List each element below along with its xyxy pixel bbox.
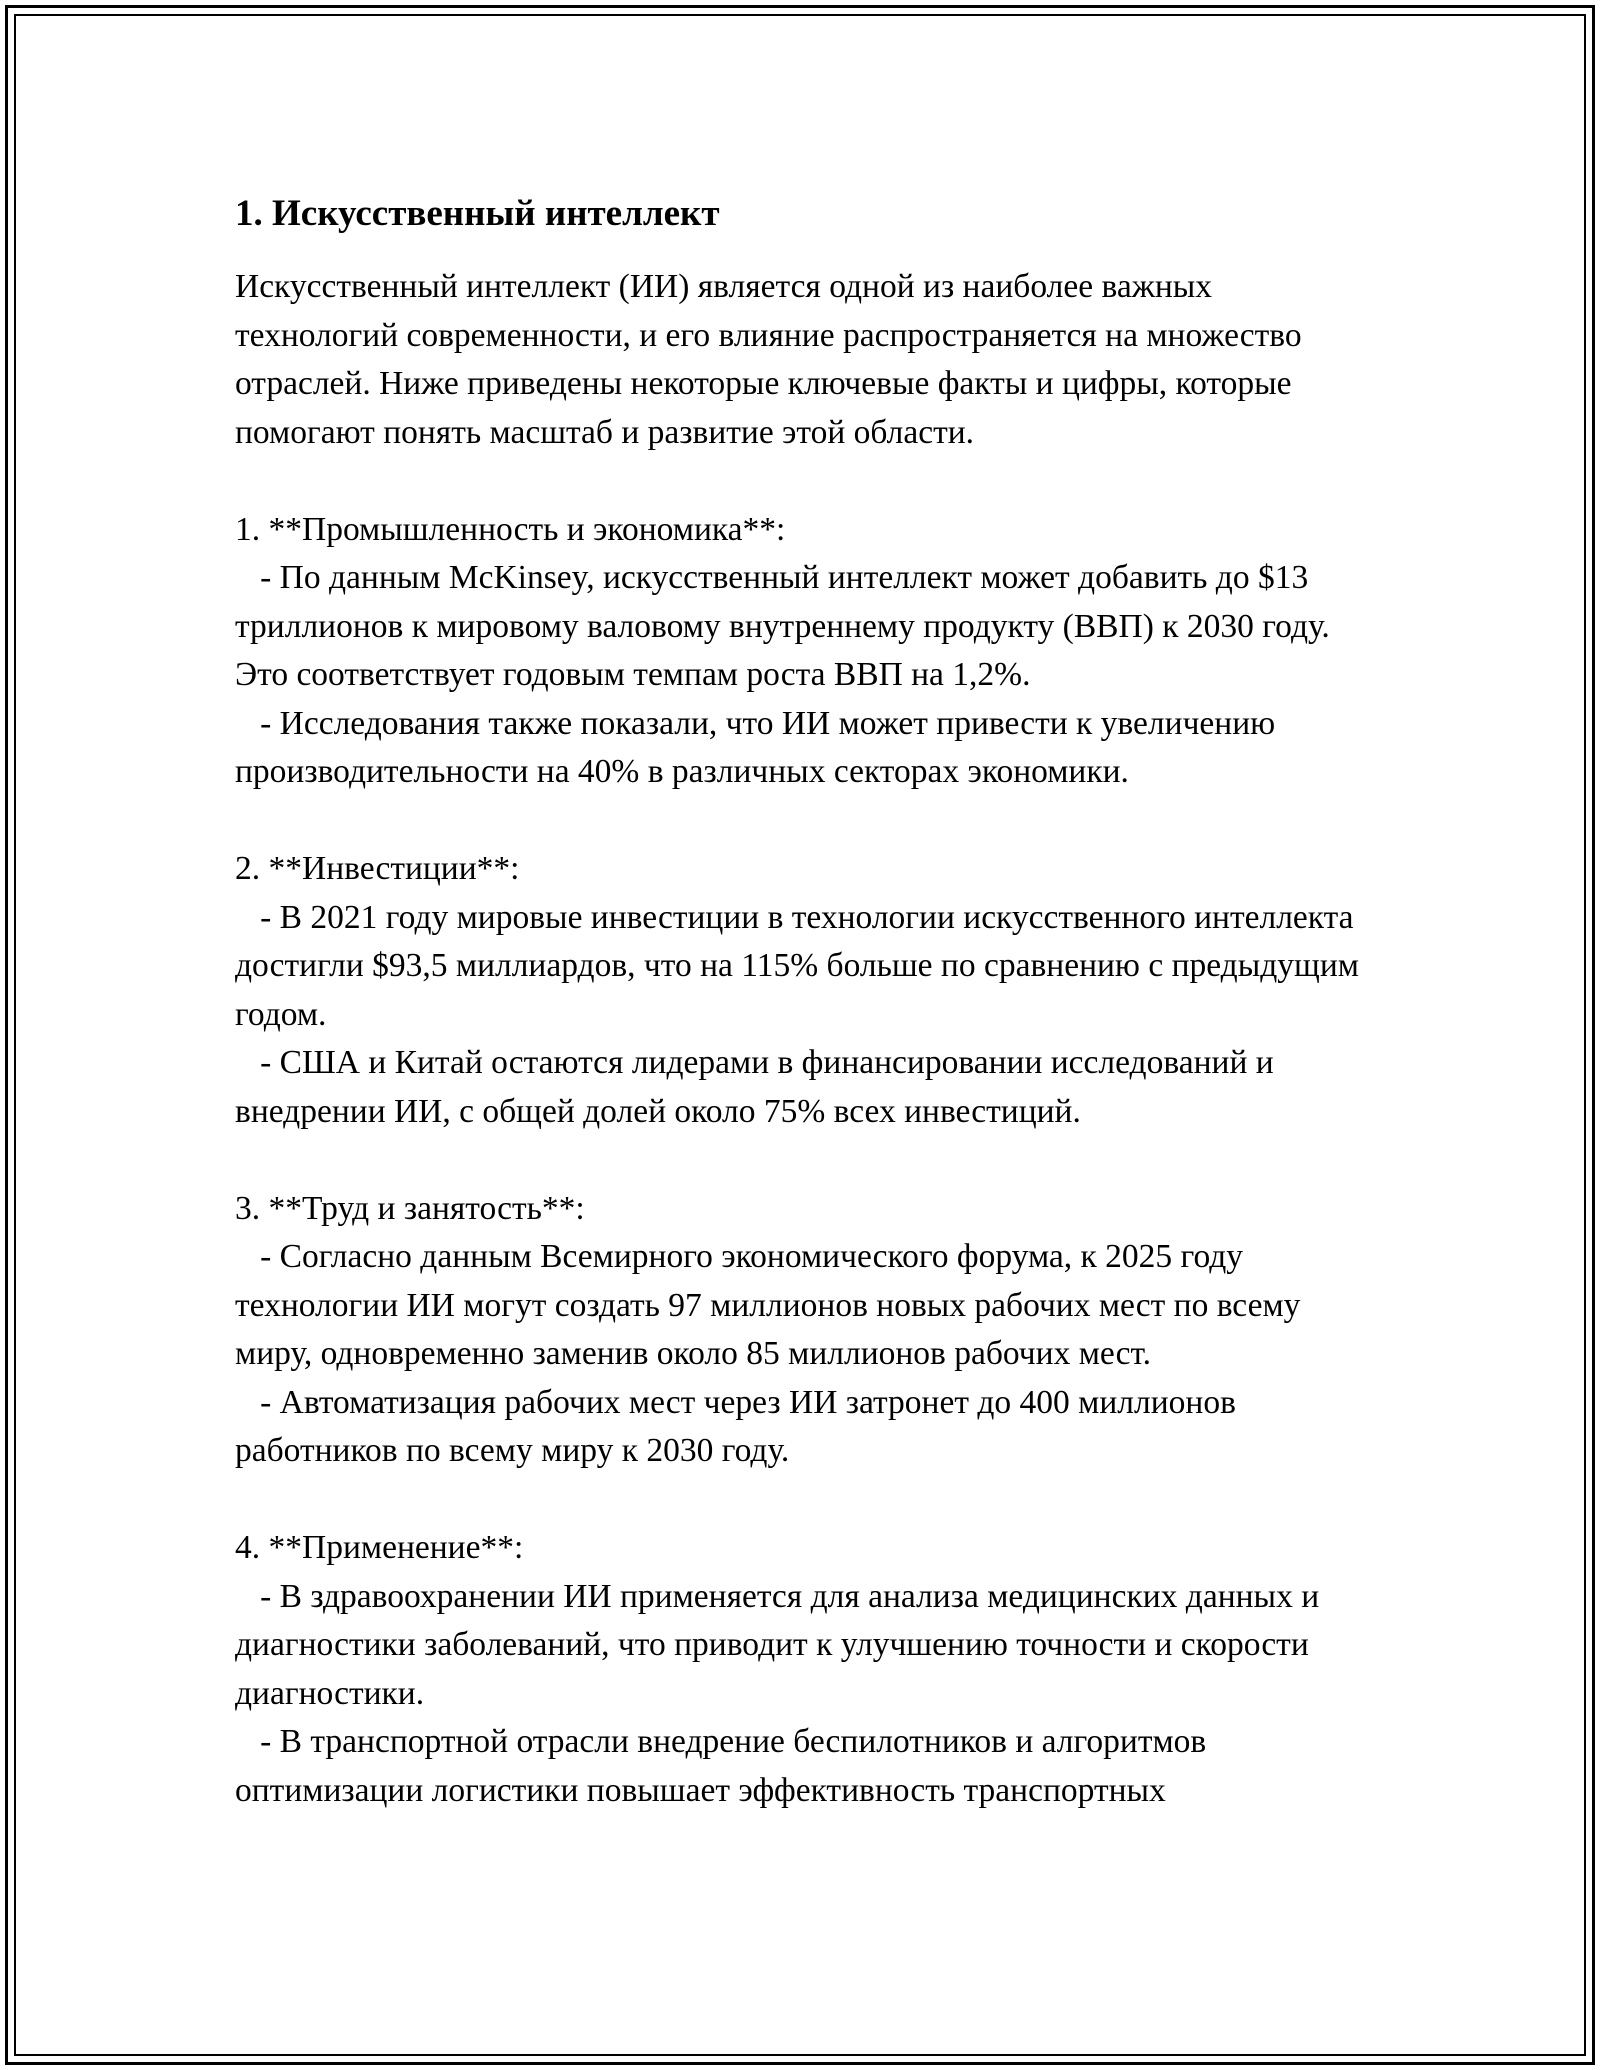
section-investments [235, 845, 1368, 1136]
section-heading: 4. **Применение**: [235, 1529, 524, 1566]
document-body [235, 185, 1368, 1815]
bullet-item: - Исследования также показали, что ИИ может привести к увеличению производительности на 40% в различных секторах экономики. [235, 704, 1284, 790]
bullet-item: - Автоматизация рабочих мест через ИИ затронет до 400 миллионов работников по всему миру к 2030 году. [235, 1383, 1245, 1469]
bullet-item: - США и Китай остаются лидерами в финансировании исследований и внедрении ИИ, с общей долей около 75% всех инвестиций. [235, 1044, 1283, 1130]
document-title: 1. Искусственный интеллект [235, 193, 720, 234]
bullet-item: - По данным McKinsey, искусственный интеллект может добавить до $13 триллионов к мировому валовому внутреннему продукту (ВВП) к 2030 году. Это соответствует годовым темпам роста ВВП на 1,2%. [235, 559, 1339, 693]
bullet-item: - В 2021 году мировые инвестиции в технологии искусственного интеллекта достигли $93,5 миллиардов, что на 115% больше по сравнению с предыдущим годом. [235, 898, 1368, 1033]
bullet-item: - Согласно данным Всемирного экономического форума, к 2025 году технологии ИИ могут создать 97 миллионов новых рабочих мест по всему миру, одновременно заменив около 85 миллионов рабочих мест. [235, 1238, 1309, 1372]
section-applications [235, 1524, 1365, 1815]
section-heading: 2. **Инвестиции**: [235, 850, 520, 887]
section-labor-employment [235, 1185, 1365, 1476]
section-heading: 3. **Труд и занятость**: [235, 1189, 585, 1227]
bullet-item: - В транспортной отрасли внедрение беспилотников и алгоритмов оптимизации логистики повышает эффективность транспортных [235, 1723, 1215, 1809]
bullet-item: - В здравоохранении ИИ применяется для анализа медицинских данных и диагностики заболеваний, что приводит к улучшению точности и скорости диагностики. [235, 1577, 1328, 1712]
section-industry-economy [235, 506, 1365, 797]
intro-paragraph: Искусственный интеллект (ИИ) является одной из наиболее важных технологий современности, и его влияние распространяется на множество отраслей. Ниже приведены некоторые ключевые факты и цифры, которые помогают понять масштаб и развитие этой области. [235, 268, 1302, 451]
section-heading: 1. **Промышленность и экономика**: [235, 510, 786, 548]
